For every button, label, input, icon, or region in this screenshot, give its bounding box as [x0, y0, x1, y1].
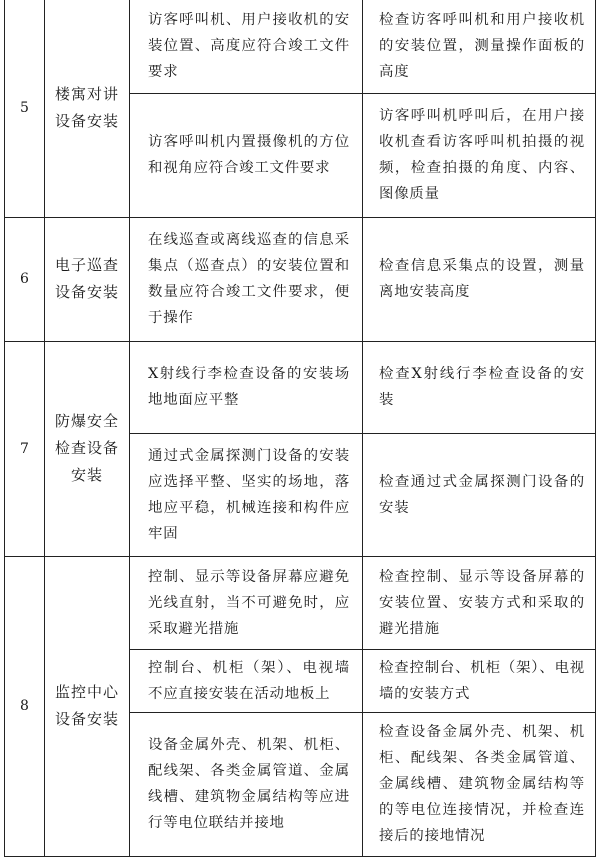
requirement-cell: 设备金属外壳、机架、机柜、配线架、各类金属管道、金属线槽、建筑物金属结构等应进行等电位联结并接地 [130, 712, 363, 856]
requirement-cell: 访客呼叫机、用户接收机的安装位置、高度应符合竣工文件要求 [130, 0, 363, 93]
requirement-cell: 访客呼叫机内置摄像机的方位和视角应符合竣工文件要求 [130, 93, 363, 217]
item-name [45, 217, 130, 341]
check-method-cell: 检查控制台、机柜（架）、电视墙的安装方式 [363, 649, 596, 712]
item-name-text: 楼寓对讲设备安装 [55, 85, 120, 131]
row-number: 7 [5, 341, 45, 556]
requirement-cell: 控制、显示等设备屏幕应避免光线直射，当不可避免时，应采取避光措施 [130, 556, 363, 649]
check-method-cell: 检查访客呼叫机和用户接收机的安装位置，测量操作面板的高度 [363, 0, 596, 93]
check-method-cell: 检查信息采集点的设置，测量离地安装高度 [363, 217, 596, 341]
table-row [5, 0, 596, 93]
item-name [45, 341, 130, 556]
item-name-text: 监控中心设备安装 [55, 683, 120, 728]
table-row [5, 341, 596, 433]
requirement-cell: 控制台、机柜（架）、电视墙不应直接安装在活动地板上 [130, 649, 363, 712]
item-name [45, 556, 130, 856]
check-method-cell: 访客呼叫机呼叫后，在用户接收机查看访客呼叫机拍摄的视频，检查拍摄的角度、内容、图像质量 [363, 93, 596, 217]
item-name-text: 电子巡查设备安装 [55, 256, 120, 301]
requirement-cell: 在线巡查或离线巡查的信息采集点（巡查点）的安装位置和数量应符合竣工文件要求，便于操作 [130, 217, 363, 341]
table-row [5, 217, 596, 341]
check-method-cell: 检查控制、显示等设备屏幕的安装位置、安装方式和采取的避光措施 [363, 556, 596, 649]
inspection-table [4, 0, 596, 857]
item-name-text: 防爆安全检查设备安装 [55, 412, 120, 484]
item-name [45, 0, 130, 217]
check-method-cell: 检查X射线行李检查设备的安装 [363, 341, 596, 433]
check-method-cell: 检查通过式金属探测门设备的安装 [363, 433, 596, 556]
row-number: 6 [5, 217, 45, 341]
table-row [5, 556, 596, 649]
requirement-cell: 通过式金属探测门设备的安装应选择平整、坚实的场地，落地应平稳，机械连接和构件应牢固 [130, 433, 363, 556]
check-method-cell: 检查设备金属外壳、机架、机柜、配线架、各类金属管道、金属线槽、建筑物金属结构等的等电位连接情况，并检查连接后的接地情况 [363, 712, 596, 856]
row-number: 8 [5, 556, 45, 856]
row-number: 5 [5, 0, 45, 217]
requirement-cell: X射线行李检查设备的安装场地地面应平整 [130, 341, 363, 433]
